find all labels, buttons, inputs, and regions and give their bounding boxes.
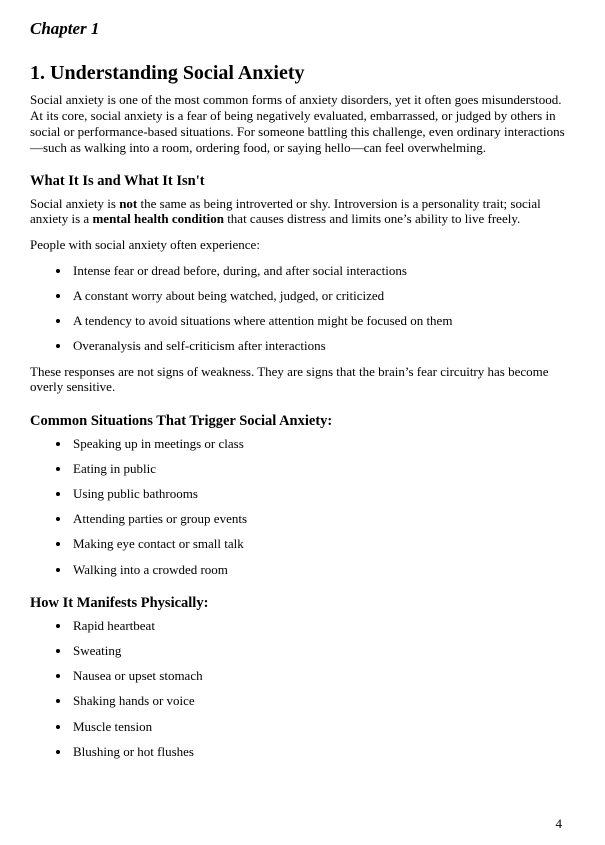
list-item: • Speaking up in meetings or class bbox=[71, 436, 575, 452]
triggers-list bbox=[30, 436, 575, 578]
text-segment: mental health condition bbox=[92, 211, 224, 227]
text-segment: Social anxiety is bbox=[30, 195, 120, 211]
text-segment: the same as being introverted or shy. Introversion is a personality trait; social anxiety is a bbox=[30, 195, 541, 227]
section-heading-triggers: Common Situations That Trigger Social Anxiety: bbox=[30, 413, 333, 430]
section-heading-what-it-is: What It Is and What It Isn't bbox=[30, 173, 205, 190]
list-item: • A tendency to avoid situations where attention might be focused on them bbox=[71, 313, 575, 329]
list-item: • Overanalysis and self-criticism after interactions bbox=[71, 338, 575, 354]
chapter-label: Chapter 1 bbox=[30, 19, 100, 38]
list-item: • Rapid heartbeat bbox=[71, 618, 575, 634]
definition-paragraph bbox=[30, 196, 575, 227]
section-heading-physical: How It Manifests Physically: bbox=[30, 595, 209, 612]
experience-list bbox=[30, 263, 575, 354]
list-item: • Walking into a crowded room bbox=[71, 562, 575, 578]
list-item: • Intense fear or dread before, during, and after social interactions bbox=[71, 263, 575, 279]
page-number: 4 bbox=[555, 816, 562, 832]
intro-paragraph: Social anxiety is one of the most common forms of anxiety disorders, yet it often goes misunderstood. At its core, social anxiety is a fear of being negatively evaluated, embarrassed, or judged by others in social or performance-based situations. For someone battling this challenge, even ordinary interactions—such as walking into a room, ordering food, or saying hello—can feel overwhelming. bbox=[30, 92, 565, 155]
experience-intro-paragraph: People with social anxiety often experience: bbox=[30, 237, 260, 253]
list-item: • Eating in public bbox=[71, 461, 575, 477]
text-segment: that causes distress and limits one’s ability to live freely. bbox=[223, 211, 521, 227]
list-item: • Shaking hands or voice bbox=[71, 693, 575, 709]
text-segment: not bbox=[119, 195, 138, 211]
list-item: • Sweating bbox=[71, 643, 575, 659]
physical-list bbox=[30, 618, 575, 760]
list-item: • Blushing or hot flushes bbox=[71, 744, 575, 760]
list-item: • Using public bathrooms bbox=[71, 486, 575, 502]
list-item: • A constant worry about being watched, judged, or criticized bbox=[71, 288, 575, 304]
list-item: • Making eye contact or small talk bbox=[71, 536, 575, 552]
page-title: 1. Understanding Social Anxiety bbox=[30, 62, 305, 85]
list-item: • Nausea or upset stomach bbox=[71, 668, 575, 684]
list-item: • Muscle tension bbox=[71, 719, 575, 735]
list-item: • Attending parties or group events bbox=[71, 511, 575, 527]
closing-paragraph: These responses are not signs of weakness. They are signs that the brain’s fear circuitry has become overly sensitive. bbox=[30, 363, 549, 395]
